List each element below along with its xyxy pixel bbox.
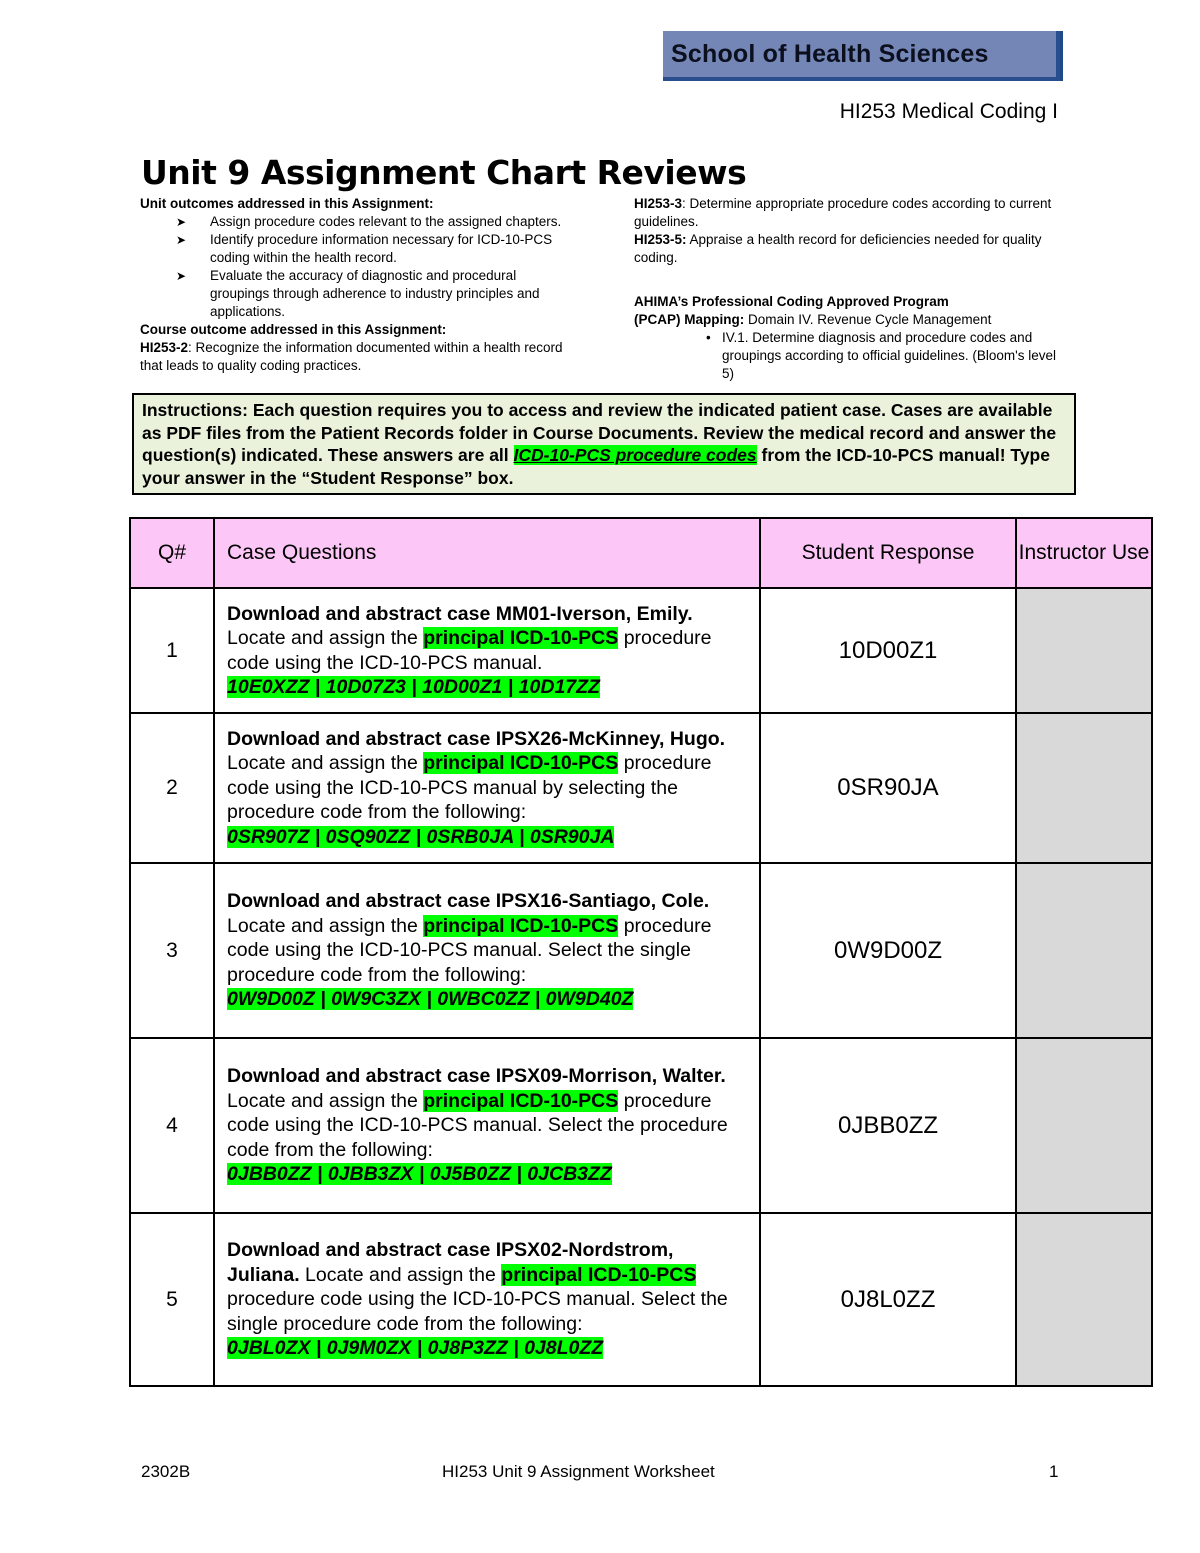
- outcome-item: HI253-3: Determine appropriate procedure codes according to current guidelines.: [634, 196, 1052, 229]
- footer-code: 2302B: [141, 1462, 191, 1481]
- banner-title: School of Health Sciences: [671, 40, 989, 68]
- course-title: HI253 Medical Coding I: [839, 100, 1058, 123]
- pcap-item: • IV.1. Determine diagnosis and procedure codes and groupings according to official guidelines. (Bloom's level 5): [706, 330, 1057, 381]
- header-instructor-use: Instructor Use: [1016, 518, 1152, 588]
- questions-table: [129, 517, 1153, 1387]
- footer-page-number: 1: [1049, 1462, 1059, 1481]
- outcome-item: HI253-5: Appraise a health record for deficiencies needed for quality coding.: [634, 232, 1042, 265]
- table-row: [130, 713, 1152, 863]
- table-row: [130, 1038, 1152, 1213]
- page-title: Unit 9 Assignment Chart Reviews: [141, 153, 747, 192]
- question-text: Download and abstract case IPSX26-McKinney, Hugo. Locate and assign the principal ICD-10-PCS procedure code using the ICD-10-PCS manual by selecting the procedure code from the following: 0SR907Z | 0SQ90ZZ | 0SRB0JA | 0SR90JA: [214, 713, 760, 863]
- answer-options: 0SR907Z | 0SQ90ZZ | 0SRB0JA | 0SR90JA: [227, 825, 615, 848]
- student-response-cell[interactable]: 0JBB0ZZ: [760, 1038, 1016, 1213]
- school-banner: [663, 31, 1063, 81]
- arrow-bullet-icon: ➤: [176, 233, 187, 247]
- student-response-cell[interactable]: 0J8L0ZZ: [760, 1213, 1016, 1386]
- question-number: 4: [130, 1038, 214, 1213]
- header-student-response: Student Response: [760, 518, 1016, 588]
- outcomes-right: [634, 195, 1064, 383]
- question-text: Download and abstract case IPSX16-Santiago, Cole. Locate and assign the principal ICD-10-PCS procedure code using the ICD-10-PCS manual. Select the single procedure code from the following: 0W9D00Z | 0W9C3ZX | 0WBC0ZZ | 0W9D40Z: [214, 863, 760, 1038]
- question-text: Download and abstract case IPSX02-Nordstrom, Juliana. Locate and assign the principal ICD-10-PCS procedure code using the ICD-10-PCS manual. Select the single procedure code from the following: 0JBL0ZX | 0J9M0ZX | 0J8P3ZZ | 0J8L0ZZ: [214, 1213, 760, 1386]
- header-case-questions: Case Questions: [214, 518, 760, 588]
- instructor-use-cell: [1016, 713, 1152, 863]
- table-row: [130, 588, 1152, 713]
- instructor-use-cell: [1016, 1213, 1152, 1386]
- unit-outcomes-heading: Unit outcomes addressed in this Assignment:: [140, 196, 434, 211]
- arrow-bullet-icon: ➤: [176, 215, 187, 229]
- icd-pcs-link[interactable]: ICD-10-PCS procedure codes: [513, 445, 757, 465]
- question-text: Download and abstract case MM01-Iverson, Emily. Locate and assign the principal ICD-10-PCS procedure code using the ICD-10-PCS manual. 10E0XZZ | 10D07Z3 | 10D00Z1 | 10D17ZZ: [214, 588, 760, 713]
- student-response-cell[interactable]: 10D00Z1: [760, 588, 1016, 713]
- header-qnum: Q#: [130, 518, 214, 588]
- course-outcome: HI253-2: Recognize the information documented within a health record that leads to quality coding practices.: [140, 340, 563, 373]
- question-number: 3: [130, 863, 214, 1038]
- table-header-row: [130, 518, 1152, 588]
- bullet-dot-icon: •: [706, 330, 711, 345]
- question-number: 1: [130, 588, 214, 713]
- ahima-heading: AHIMA’s Professional Coding Approved Program: [634, 294, 949, 309]
- instructions-box: Instructions: Each question requires you to access and review the indicated patient case. Cases are available as PDF files from the Patient Records folder in Course Documents. Review the medical record and answer the question(s) indicated. These answers are all ICD-10-PCS procedure codes from the ICD-10-PCS manual! Type your answer in the “Student Response” box.: [132, 393, 1076, 495]
- list-item: ➤ Identify procedure information necessary for ICD-10-PCS coding within the health record.: [176, 232, 553, 265]
- table-row: [130, 863, 1152, 1038]
- student-response-cell[interactable]: 0W9D00Z: [760, 863, 1016, 1038]
- course-outcome-heading: Course outcome addressed in this Assignment:: [140, 322, 447, 337]
- question-number: 5: [130, 1213, 214, 1386]
- answer-options: 0JBB0ZZ | 0JBB3ZX | 0J5B0ZZ | 0JCB3ZZ: [227, 1163, 612, 1186]
- instructor-use-cell: [1016, 588, 1152, 713]
- student-response-cell[interactable]: 0SR90JA: [760, 713, 1016, 863]
- arrow-bullet-icon: ➤: [176, 269, 187, 283]
- list-item: ➤ Evaluate the accuracy of diagnostic and procedural groupings through adherence to industry principles and applications.: [176, 268, 540, 319]
- question-text: Download and abstract case IPSX09-Morrison, Walter. Locate and assign the principal ICD-10-PCS procedure code using the ICD-10-PCS manual. Select the procedure code from the following: 0JBB0ZZ | 0JBB3ZX | 0J5B0ZZ | 0JCB3ZZ: [214, 1038, 760, 1213]
- table-row: [130, 1213, 1152, 1386]
- instructor-use-cell: [1016, 1038, 1152, 1213]
- unit-outcomes: [140, 195, 570, 375]
- pcap-mapping: (PCAP) Mapping: Domain IV. Revenue Cycle Management: [634, 312, 992, 327]
- instructor-use-cell: [1016, 863, 1152, 1038]
- question-number: 2: [130, 713, 214, 863]
- unit-outcomes-list: [140, 213, 570, 321]
- list-item: ➤ Assign procedure codes relevant to the assigned chapters.: [176, 214, 562, 229]
- footer-title: HI253 Unit 9 Assignment Worksheet: [442, 1462, 715, 1481]
- answer-options: 0JBL0ZX | 0J9M0ZX | 0J8P3ZZ | 0J8L0ZZ: [227, 1337, 604, 1360]
- answer-options: 0W9D00Z | 0W9C3ZX | 0WBC0ZZ | 0W9D40Z: [227, 988, 634, 1011]
- answer-options: 10E0XZZ | 10D07Z3 | 10D00Z1 | 10D17ZZ: [227, 676, 600, 698]
